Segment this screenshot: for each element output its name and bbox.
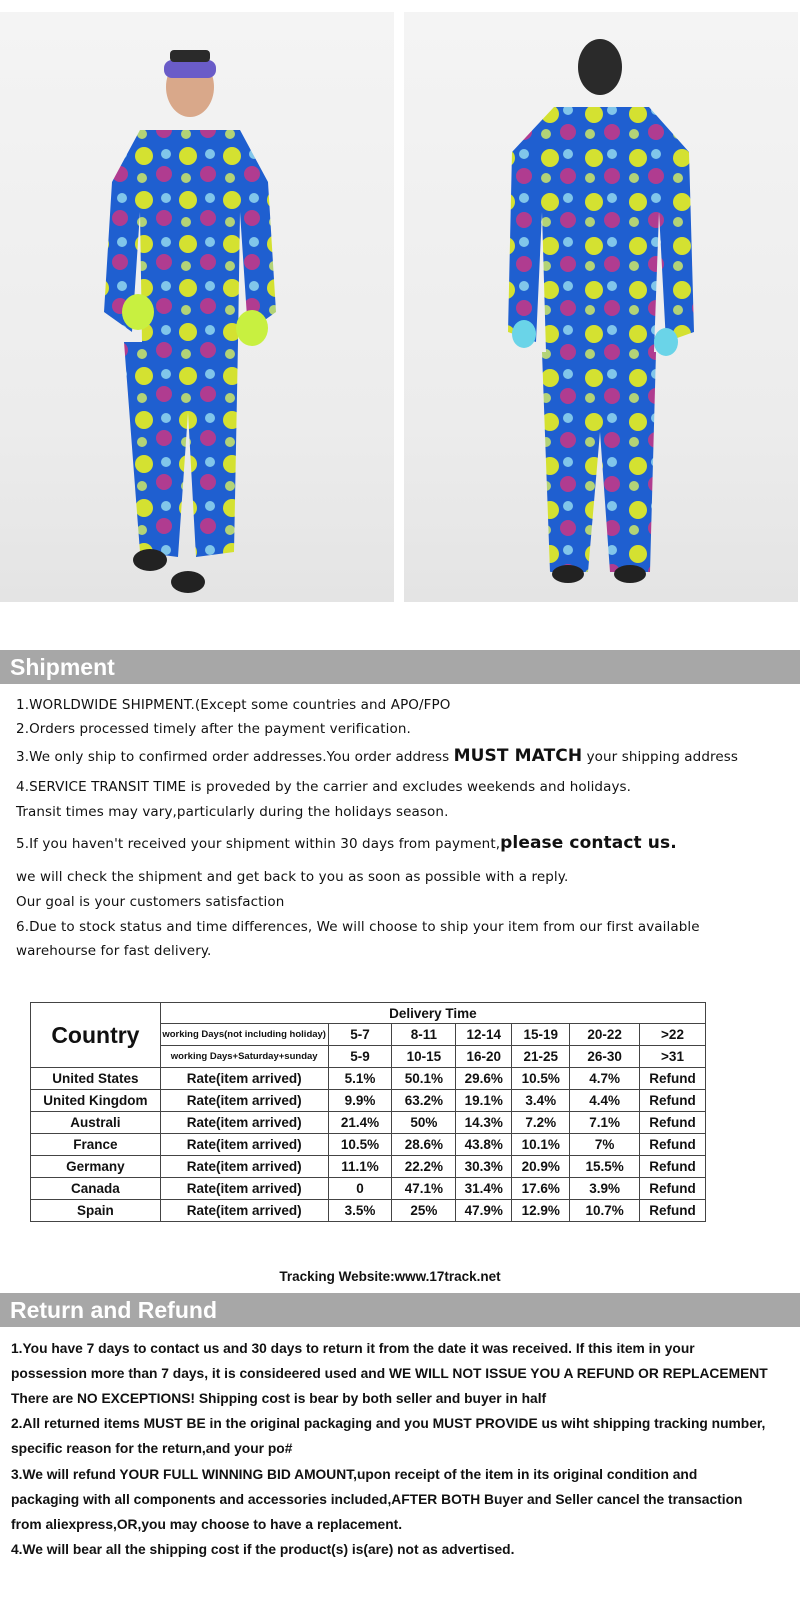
- country-cell: Australi: [31, 1112, 161, 1134]
- shipment-line-6: [16, 833, 677, 853]
- rate-value-cell: 4.7%: [570, 1068, 640, 1090]
- refund-line-1: 1.You have 7 days to contact us and 30 days to return it from the date it was received. If this item in your: [11, 1341, 695, 1356]
- refund-line-8: from aliexpress,OR,you may choose to have a replacement.: [11, 1517, 403, 1532]
- shipment-line-4: 4.SERVICE TRANSIT TIME is proveded by the carrier and excludes weekends and holidays.: [16, 779, 632, 795]
- table-row: [31, 1134, 706, 1156]
- working-days-cell: 15-19: [512, 1024, 570, 1046]
- rate-label-cell: Rate(item arrived): [160, 1090, 328, 1112]
- table-row: [31, 1200, 706, 1222]
- rate-label-cell: Rate(item arrived): [160, 1156, 328, 1178]
- shipment-line-3-post: your shipping address: [582, 749, 739, 765]
- rate-value-cell: 43.8%: [456, 1134, 512, 1156]
- shipment-line-7: we will check the shipment and get back to you as soon as possible with a reply.: [16, 869, 569, 885]
- rate-value-cell: 50%: [392, 1112, 456, 1134]
- shipment-line-8: Our goal is your customers satisfaction: [16, 894, 285, 910]
- must-match-emphasis: MUST MATCH: [453, 746, 583, 766]
- shipment-line-3-pre: 3.We only ship to confirmed order addresses.You order address: [16, 749, 454, 765]
- rate-value-cell: 5.1%: [328, 1068, 392, 1090]
- shipment-heading: Shipment: [0, 650, 800, 684]
- rate-value-cell: 20.9%: [512, 1156, 570, 1178]
- refund-line-4: 2.All returned items MUST BE in the original packaging and you MUST PROVIDE us wiht shipping tracking number,: [11, 1416, 766, 1431]
- calendar-days-cell: 21-25: [512, 1046, 570, 1068]
- country-cell: United States: [31, 1068, 161, 1090]
- table-row: [31, 1090, 706, 1112]
- rate-value-cell: 0: [328, 1178, 392, 1200]
- rate-value-cell: 10.5%: [328, 1134, 392, 1156]
- shipment-line-10: warehourse for fast delivery.: [16, 943, 212, 959]
- rate-value-cell: 3.5%: [328, 1200, 392, 1222]
- rate-value-cell: 28.6%: [392, 1134, 456, 1156]
- rate-value-cell: 10.7%: [570, 1200, 640, 1222]
- rate-value-cell: 31.4%: [456, 1178, 512, 1200]
- rate-value-cell: 22.2%: [392, 1156, 456, 1178]
- rate-value-cell: Refund: [640, 1112, 706, 1134]
- working-days-cell: 5-7: [328, 1024, 392, 1046]
- country-cell: Canada: [31, 1178, 161, 1200]
- calendar-days-cell: 16-20: [456, 1046, 512, 1068]
- refund-line-7: packaging with all components and accessories included,AFTER BOTH Buyer and Seller cancel the transaction: [11, 1492, 743, 1507]
- refund-line-5: specific reason for the return,and your po#: [11, 1441, 293, 1456]
- rate-value-cell: Refund: [640, 1090, 706, 1112]
- rate-value-cell: 63.2%: [392, 1090, 456, 1112]
- rate-value-cell: 25%: [392, 1200, 456, 1222]
- rate-value-cell: 3.9%: [570, 1178, 640, 1200]
- rate-value-cell: 50.1%: [392, 1068, 456, 1090]
- rate-value-cell: 15.5%: [570, 1156, 640, 1178]
- rate-value-cell: 21.4%: [328, 1112, 392, 1134]
- shipment-line-3: [16, 746, 738, 766]
- rate-value-cell: 11.1%: [328, 1156, 392, 1178]
- rate-value-cell: 17.6%: [512, 1178, 570, 1200]
- rate-value-cell: 7.2%: [512, 1112, 570, 1134]
- calendar-days-cell: 5-9: [328, 1046, 392, 1068]
- rate-value-cell: Refund: [640, 1134, 706, 1156]
- contact-us-emphasis: please contact us.: [500, 833, 677, 853]
- rate-label-cell: Rate(item arrived): [160, 1134, 328, 1156]
- rate-label-cell: Rate(item arrived): [160, 1178, 328, 1200]
- table-row: [31, 1068, 706, 1090]
- calendar-days-label: working Days+Saturday+sunday: [160, 1046, 328, 1068]
- refund-line-9: 4.We will bear all the shipping cost if the product(s) is(are) not as advertised.: [11, 1542, 515, 1557]
- delivery-time-header: Delivery Time: [160, 1003, 705, 1024]
- rate-value-cell: 9.9%: [328, 1090, 392, 1112]
- rate-value-cell: 10.1%: [512, 1134, 570, 1156]
- rate-value-cell: Refund: [640, 1178, 706, 1200]
- delivery-time-table: [30, 1002, 706, 1222]
- country-cell: Spain: [31, 1200, 161, 1222]
- rate-value-cell: 12.9%: [512, 1200, 570, 1222]
- rate-value-cell: 7%: [570, 1134, 640, 1156]
- rate-value-cell: 14.3%: [456, 1112, 512, 1134]
- table-row: [31, 1156, 706, 1178]
- refund-line-3: There are NO EXCEPTIONS! Shipping cost is bear by both seller and buyer in half: [11, 1391, 547, 1406]
- refund-line-2: possession more than 7 days, it is consideered used and WE WILL NOT ISSUE YOU A REFUND OR REPLACEMENT: [11, 1366, 768, 1381]
- rate-value-cell: 19.1%: [456, 1090, 512, 1112]
- product-photo-back: [404, 12, 798, 602]
- rate-label-cell: Rate(item arrived): [160, 1068, 328, 1090]
- country-cell: France: [31, 1134, 161, 1156]
- shipment-line-6-pre: 5.If you haven't received your shipment within 30 days from payment,: [16, 836, 501, 852]
- calendar-days-cell: 10-15: [392, 1046, 456, 1068]
- rate-value-cell: 47.9%: [456, 1200, 512, 1222]
- calendar-days-cell: >31: [640, 1046, 706, 1068]
- working-days-label: working Days(not including holiday): [160, 1024, 328, 1046]
- product-photo-front: [0, 12, 394, 602]
- refund-line-6: 3.We will refund YOUR FULL WINNING BID AMOUNT,upon receipt of the item in its original condition and: [11, 1467, 698, 1482]
- shipment-line-5: Transit times may vary,particularly during the holidays season.: [16, 804, 449, 820]
- rate-value-cell: 47.1%: [392, 1178, 456, 1200]
- working-days-cell: >22: [640, 1024, 706, 1046]
- tracking-website: Tracking Website:www.17track.net: [279, 1269, 501, 1284]
- shipment-line-9: 6.Due to stock status and time differences, We will choose to ship your item from our first available: [16, 919, 700, 935]
- rate-value-cell: Refund: [640, 1156, 706, 1178]
- rate-value-cell: 7.1%: [570, 1112, 640, 1134]
- working-days-cell: 8-11: [392, 1024, 456, 1046]
- shipment-line-2: 2.Orders processed timely after the payment verification.: [16, 721, 411, 737]
- rate-label-cell: Rate(item arrived): [160, 1112, 328, 1134]
- working-days-cell: 12-14: [456, 1024, 512, 1046]
- rate-value-cell: 29.6%: [456, 1068, 512, 1090]
- rate-value-cell: Refund: [640, 1068, 706, 1090]
- calendar-days-cell: 26-30: [570, 1046, 640, 1068]
- country-cell: United Kingdom: [31, 1090, 161, 1112]
- table-row: [31, 1178, 706, 1200]
- rate-value-cell: 4.4%: [570, 1090, 640, 1112]
- rate-label-cell: Rate(item arrived): [160, 1200, 328, 1222]
- rate-value-cell: 3.4%: [512, 1090, 570, 1112]
- rate-value-cell: 30.3%: [456, 1156, 512, 1178]
- country-cell: Germany: [31, 1156, 161, 1178]
- working-days-cell: 20-22: [570, 1024, 640, 1046]
- rate-value-cell: Refund: [640, 1200, 706, 1222]
- table-row: [31, 1112, 706, 1134]
- shipment-line-1: 1.WORLDWIDE SHIPMENT.(Except some countries and APO/FPO: [16, 697, 451, 713]
- country-header: Country: [31, 1003, 161, 1068]
- rate-value-cell: 10.5%: [512, 1068, 570, 1090]
- return-refund-heading: Return and Refund: [0, 1293, 800, 1327]
